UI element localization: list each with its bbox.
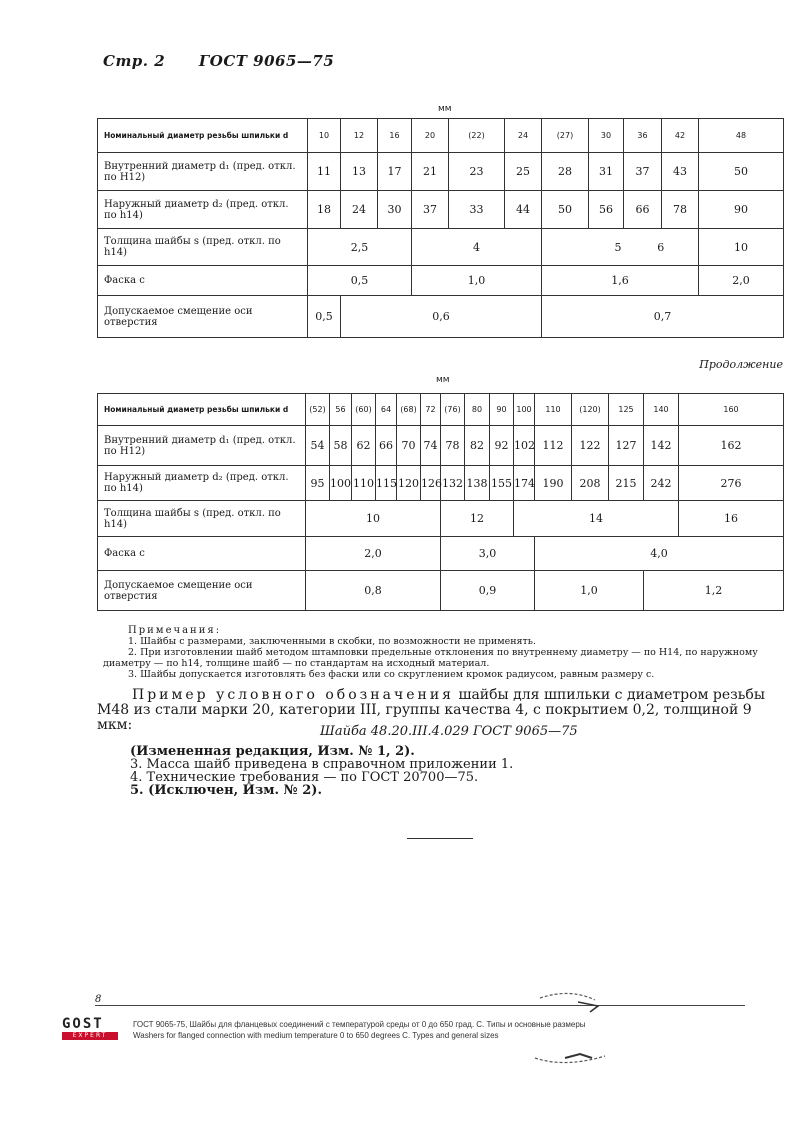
gost-expert-logo xyxy=(62,1017,118,1040)
table-row-thickness xyxy=(98,501,784,537)
table-cell: (60) xyxy=(352,394,376,426)
table-cell: 12 xyxy=(341,119,378,153)
table-cell: 90 xyxy=(699,191,784,229)
end-separator xyxy=(407,838,473,839)
row-label-outer: Наружный диаметр d₂ (пред. откл. по h14) xyxy=(98,191,308,229)
table-cell: 138 xyxy=(465,466,490,501)
row-label-inner: Внутренний диаметр d₁ (пред. откл. по H12) xyxy=(98,426,306,466)
table-cell: 5 xyxy=(542,229,624,266)
table-cell: 142 xyxy=(644,426,679,466)
table-cell: 56 xyxy=(589,191,624,229)
table-cell: (22) xyxy=(449,119,505,153)
example-lead: Пример условного обозначения xyxy=(132,687,454,703)
table-cell: 242 xyxy=(644,466,679,501)
table-cell: 132 xyxy=(441,466,465,501)
table-cell: 95 xyxy=(306,466,330,501)
table-cell: 10 xyxy=(699,229,784,266)
table-cell: 58 xyxy=(330,426,352,466)
table-cell: 66 xyxy=(376,426,397,466)
table-cell: 110 xyxy=(535,394,572,426)
footer-page-number: 8 xyxy=(95,994,102,1005)
table-cell: 50 xyxy=(699,153,784,191)
table-cell: 0,9 xyxy=(441,571,535,611)
table-cell: 16 xyxy=(378,119,412,153)
row-label-thickness: Толщина шайбы s (пред. откл. по h14) xyxy=(98,229,308,266)
table-cell: 10 xyxy=(306,501,441,537)
table-cell: 36 xyxy=(624,119,662,153)
table-cell: 12 xyxy=(441,501,514,537)
table-row-offset xyxy=(98,571,784,611)
table-cell: 28 xyxy=(542,153,589,191)
footer-rule xyxy=(95,1005,745,1006)
table-cell: 190 xyxy=(535,466,572,501)
table-cell: (120) xyxy=(572,394,609,426)
row-label-chamfer: Фаска c xyxy=(98,266,308,296)
note-3: 3. Шайбы допускается изготовлять без фаски или со скруглением кромок радиусом, равным размеру c. xyxy=(128,669,655,680)
table-cell: (27) xyxy=(542,119,589,153)
row-label-offset: Допускаемое смещение оси отверстия xyxy=(98,296,308,338)
notes-section xyxy=(103,625,788,680)
table-cell: 1,0 xyxy=(412,266,542,296)
table-cell: 162 xyxy=(679,426,784,466)
row-label-thickness: Толщина шайбы s (пред. откл. по h14) xyxy=(98,501,306,537)
table-cell: 92 xyxy=(490,426,514,466)
table-cell: 2,0 xyxy=(699,266,784,296)
note-1: 1. Шайбы с размерами, заключенными в скобки, по возможности не применять. xyxy=(128,636,536,647)
table-row-outer xyxy=(98,466,784,501)
row-label-offset: Допускаемое смещение оси отверстия xyxy=(98,571,306,611)
footer-title-ru: ГОСТ 9065-75, Шайбы для фланцевых соединений с температурой среды от 0 до 650 град. С. Типы и основные размеры xyxy=(133,1020,586,1029)
table-cell: 102 xyxy=(514,426,535,466)
table-cell: 1,0 xyxy=(535,571,644,611)
table-cell: 30 xyxy=(589,119,624,153)
table-row-outer xyxy=(98,191,784,229)
table-cell: 90 xyxy=(490,394,514,426)
table-cell: 174 xyxy=(514,466,535,501)
table-cell: 120 xyxy=(397,466,421,501)
table-cell: 112 xyxy=(535,426,572,466)
table1-unit: мм xyxy=(438,104,452,114)
table-cell: 1,6 xyxy=(542,266,699,296)
table-row-chamfer xyxy=(98,537,784,571)
table-cell: 56 xyxy=(330,394,352,426)
table-cell: 44 xyxy=(505,191,542,229)
table-cell: 23 xyxy=(449,153,505,191)
note-2: 2. При изготовлении шайб методом штамповки предельные отклонения по внутреннему диаметру — по H14, по наружному диаметру — по h14, толщине шайб — по стандартам на исходный материал. xyxy=(103,647,758,669)
table-cell: 1,2 xyxy=(644,571,784,611)
dimensions-table-2 xyxy=(97,393,784,611)
continuation-label: Продолжение xyxy=(699,358,783,371)
table-cell: 100 xyxy=(330,466,352,501)
page-number-label: Стр. 2 xyxy=(103,52,166,70)
table-cell: 208 xyxy=(572,466,609,501)
table-cell: 62 xyxy=(352,426,376,466)
table-cell: 25 xyxy=(505,153,542,191)
table-cell: (76) xyxy=(441,394,465,426)
table-cell: 160 xyxy=(679,394,784,426)
table-cell: 18 xyxy=(308,191,341,229)
table-cell: 37 xyxy=(412,191,449,229)
table-cell: 276 xyxy=(679,466,784,501)
table-cell: 78 xyxy=(662,191,699,229)
logo-wordmark: GOST xyxy=(62,1016,104,1032)
table-cell: 11 xyxy=(308,153,341,191)
table-cell: 140 xyxy=(644,394,679,426)
table-row-nominal xyxy=(98,119,784,153)
revised-note: (Измененная редакция, Изм. № 1, 2). xyxy=(130,744,415,759)
row-label-outer: Наружный диаметр d₂ (пред. откл. по h14) xyxy=(98,466,306,501)
notes-heading: Примечания: xyxy=(128,625,222,636)
row-label-nominal: Номинальный диаметр резьбы шпильки d xyxy=(98,119,308,153)
table-cell: 0,6 xyxy=(341,296,542,338)
table-cell: 50 xyxy=(542,191,589,229)
table-cell: 127 xyxy=(609,426,644,466)
table-cell: 43 xyxy=(662,153,699,191)
table-cell: 14 xyxy=(514,501,679,537)
table-cell: 2,0 xyxy=(306,537,441,571)
logo-subtitle: EXPERT xyxy=(62,1032,118,1040)
table-cell: 126 xyxy=(421,466,441,501)
table-cell: 54 xyxy=(306,426,330,466)
table-cell: 78 xyxy=(441,426,465,466)
table-cell: 24 xyxy=(505,119,542,153)
table-cell: 80 xyxy=(465,394,490,426)
table-cell: 125 xyxy=(609,394,644,426)
table-cell: 42 xyxy=(662,119,699,153)
clause-4: 4. Технические требования — по ГОСТ 20700—75. xyxy=(130,770,479,785)
table-cell: 3,0 xyxy=(441,537,535,571)
page-header xyxy=(103,52,362,70)
table-cell: 0,5 xyxy=(308,266,412,296)
table-cell: 4,0 xyxy=(535,537,784,571)
table-cell: 122 xyxy=(572,426,609,466)
table-cell: 20 xyxy=(412,119,449,153)
row-label-inner: Внутренний диаметр d₁ (пред. откл. по H12) xyxy=(98,153,308,191)
table-cell: 2,5 xyxy=(308,229,412,266)
table-cell: (68) xyxy=(397,394,421,426)
table-row-offset xyxy=(98,296,784,338)
table-row-thickness xyxy=(98,229,784,266)
clause-3: 3. Масса шайб приведена в справочном приложении 1. xyxy=(130,757,514,772)
table-cell: 0,8 xyxy=(306,571,441,611)
table-cell: 37 xyxy=(624,153,662,191)
dimensions-table-1 xyxy=(97,118,784,338)
example-text: шайбы для шпильки с диаметром резьбы М48 из стали марки 20, категории III, группы качества 4, с покрытием 0,2, толщиной 9 мкм: xyxy=(97,687,765,733)
table-cell: 21 xyxy=(412,153,449,191)
table-cell: 66 xyxy=(624,191,662,229)
table-cell: 6 xyxy=(624,229,699,266)
footer-document-title xyxy=(133,1019,586,1041)
table-cell: 30 xyxy=(378,191,412,229)
table-cell: 31 xyxy=(589,153,624,191)
clause-5: 5. (Исключен, Изм. № 2). xyxy=(130,783,322,798)
table-cell: 13 xyxy=(341,153,378,191)
example-designation: Шайба 48.20.III.4.029 ГОСТ 9065—75 xyxy=(320,724,578,739)
table-cell: 82 xyxy=(465,426,490,466)
table-cell: 70 xyxy=(397,426,421,466)
clauses-list xyxy=(130,745,513,797)
table-cell: 64 xyxy=(376,394,397,426)
table-cell: 115 xyxy=(376,466,397,501)
table-row-nominal xyxy=(98,394,784,426)
table-cell: 16 xyxy=(679,501,784,537)
table-cell: 100 xyxy=(514,394,535,426)
standard-number: ГОСТ 9065—75 xyxy=(198,52,335,70)
table-cell: 0,7 xyxy=(542,296,784,338)
table-cell: 74 xyxy=(421,426,441,466)
table-cell: (52) xyxy=(306,394,330,426)
table2-unit: мм xyxy=(436,375,450,385)
table-cell: 4 xyxy=(412,229,542,266)
footer-title-en: Washers for flanged connection with medium temperature 0 to 650 degrees C. Types and general sizes xyxy=(133,1031,499,1040)
table-row-inner xyxy=(98,426,784,466)
table-cell: 10 xyxy=(308,119,341,153)
table-cell: 215 xyxy=(609,466,644,501)
row-label-nominal: Номинальный диаметр резьбы шпильки d xyxy=(98,394,306,426)
table-cell: 155 xyxy=(490,466,514,501)
table-cell: 17 xyxy=(378,153,412,191)
row-label-chamfer: Фаска c xyxy=(98,537,306,571)
table-cell: 48 xyxy=(699,119,784,153)
table-cell: 0,5 xyxy=(308,296,341,338)
table-cell: 110 xyxy=(352,466,376,501)
table-row-inner xyxy=(98,153,784,191)
table-cell: 24 xyxy=(341,191,378,229)
table-cell: 33 xyxy=(449,191,505,229)
table-cell: 72 xyxy=(421,394,441,426)
scan-stamp-icon xyxy=(520,988,620,1068)
table-row-chamfer xyxy=(98,266,784,296)
